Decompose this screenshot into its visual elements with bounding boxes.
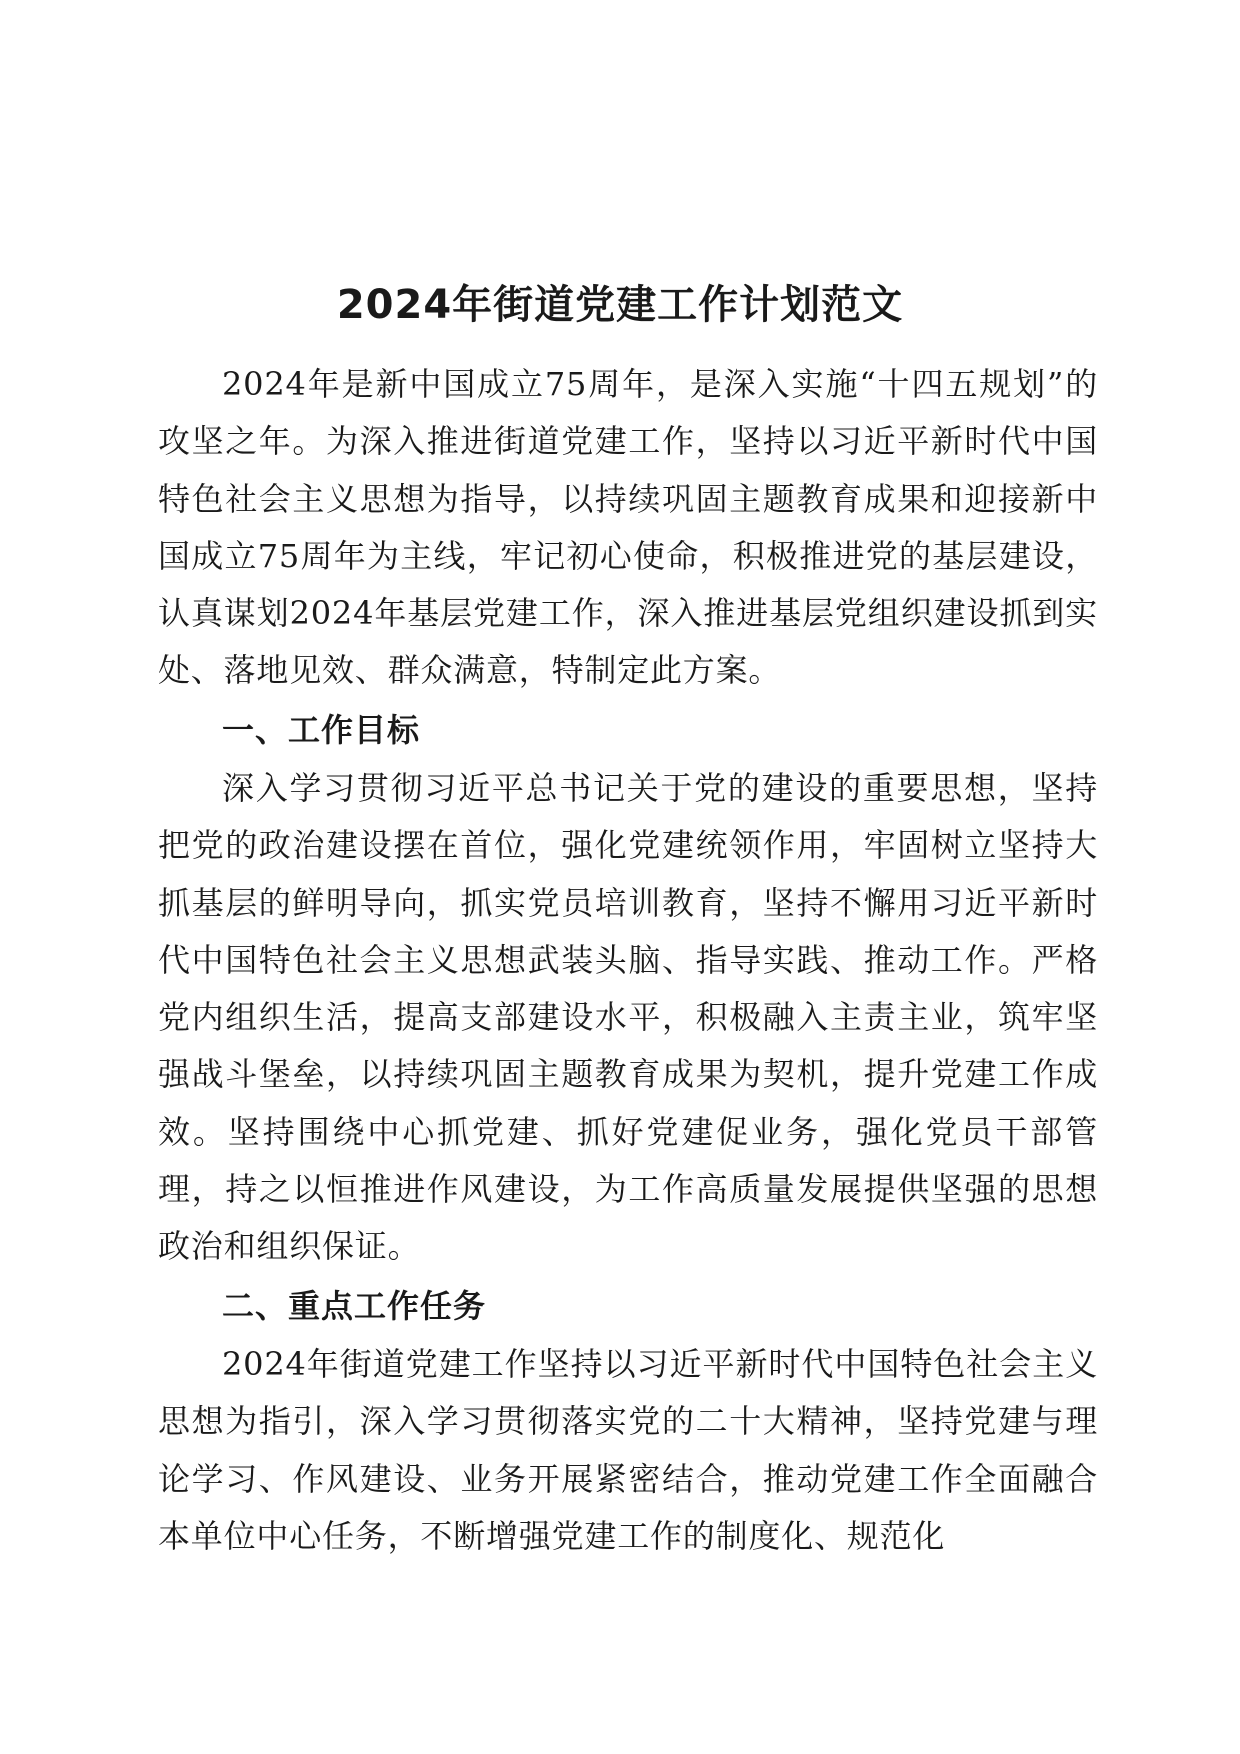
document-title: 2024年街道党建工作计划范文 [336,282,904,328]
section-paragraph-goals: 深入学习贯彻习近平总书记关于党的建设的重要思想，坚持把党的政治建设摆在首位，强化党建统领作用，牢固树立坚持大抓基层的鲜明导向，抓实党员培训教育，坚持不懈用习近平新时代中国特色社会主义思想武装头脑、指导实践、推动工作。严格党内组织生活，提高支部建设水平，积极融入主责主业，筑牢坚强战斗堡垒，以持续巩固主题教育成果为契机，提升党建工作成效。坚持围绕中心抓党建、抓好党建促业务，强化党员干部管理，持之以恒推进作风建设，为工作高质量发展提供坚强的思想政治和组织保证。 [158,769,1098,1266]
intro-paragraph: 2024年是新中国成立75周年，是深入实施“十四五规划”的攻坚之年。为深入推进街道党建工作，坚持以习近平新时代中国特色社会主义思想为指导，以持续巩固主题教育成果和迎接新中国成立75周年为主线，牢记初心使命，积极推进党的基层建设，认真谋划2024年基层党建工作，深入推进基层党组织建设抓到实处、落地见效、群众满意，特制定此方案。 [158,365,1098,690]
section-heading-tasks: 二、重点工作任务 [222,1287,487,1325]
section-heading-goals: 一、工作目标 [222,711,421,749]
section-paragraph-tasks: 2024年街道党建工作坚持以习近平新时代中国特色社会主义思想为指引，深入学习贯彻落实党的二十大精神，坚持党建与理论学习、作风建设、业务开展紧密结合，推动党建工作全面融合本单位中心任务，不断增强党建工作的制度化、规范化 [158,1345,1098,1555]
